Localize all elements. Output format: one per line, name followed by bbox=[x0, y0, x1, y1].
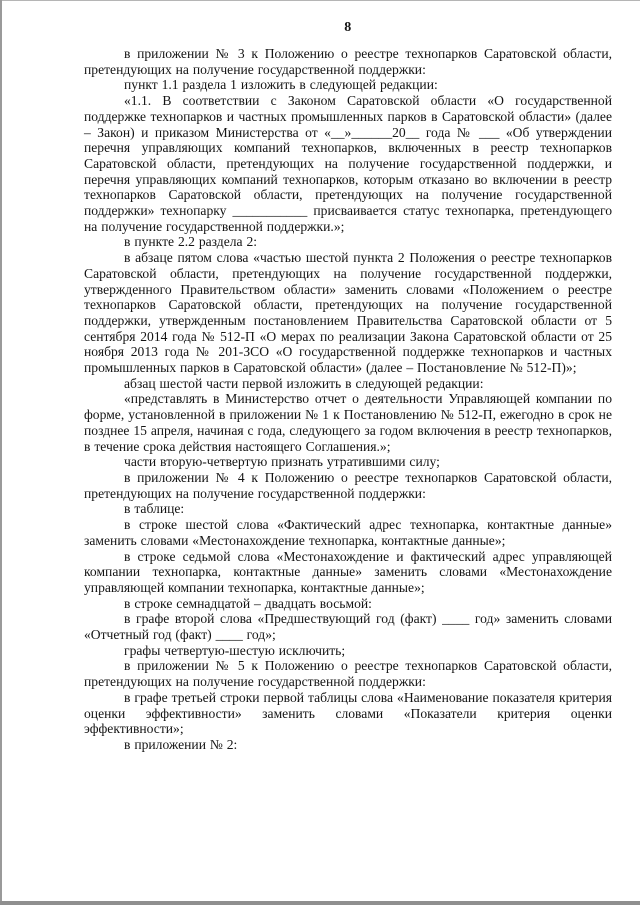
paragraph: части вторую-четвертую признать утратившими силу; bbox=[124, 454, 440, 470]
paragraph: в абзаце пятом слова «частью шестой пункта 2 Положения о реестре технопарков Саратовской области, претендующих на получение государственной поддержки, утвержденного Правительством области» заменить словами «Положением о реестре технопарков Саратовской области, претендующих на получение государственной поддержки, утвержденным постановлением Правительства Саратовской области от 5 сентября 2014 года № 512-П «О мерах по реализации Закона Саратовской области от 25 ноября 2013 года № 201-ЗСО «О государственной поддержке технопарков и частных промышленных парков в Саратовской области» (далее – Постановление № 512-П)»; bbox=[84, 250, 612, 376]
page-number: 8 bbox=[344, 20, 352, 35]
paragraph: в пункте 2.2 раздела 2: bbox=[124, 234, 258, 250]
paragraph: в приложении № 4 к Положению о реестре технопарков Саратовской области, претендующих на получение государственной поддержки: bbox=[84, 469, 612, 501]
page-top-border bbox=[0, 0, 640, 1]
paragraph: «представлять в Министерство отчет о деятельности Управляющей компании по форме, установленной в приложении № 1 к Постановлению № 512-П, ежегодно в срок не позднее 15 апреля, начиная с года, следующего за годом включения в реестр технопарков, в течение срока действия настоящего Соглашения.»; bbox=[84, 391, 612, 454]
document-body bbox=[84, 46, 612, 753]
paragraph: «1.1. В соответствии с Законом Саратовской области «О государственной поддержке технопарков и частных промышленных парков в Саратовской области» (далее – Закон) и приказом Министерства от «__»______20__ года № ___ «Об утверждении перечня управляющих компаний технопарков, включенных в реестр технопарков Саратовской области, претендующих на получение государственной поддержки, и перечня управляющих компаний технопарков, которым отказано во включении в реестр технопарков Саратовской области, претендующих на получение государственной поддержки» технопарку ___________ присваивается статус технопарка, претендующего на получение государственной поддержки.»; bbox=[84, 93, 612, 234]
paragraph: в строке семнадцатой – двадцать восьмой: bbox=[124, 595, 372, 611]
paragraph: в строке шестой слова «Фактический адрес технопарка, контактные данные» заменить словами «Местонахождение технопарка, контактные данные»; bbox=[84, 517, 612, 548]
paragraph: в приложении № 3 к Положению о реестре технопарков Саратовской области, претендующих на получение государственной поддержки: bbox=[84, 46, 612, 77]
page-left-border bbox=[0, 0, 2, 905]
paragraph: в графе третьей строки первой таблицы слова «Наименование показателя критерия оценки эффективности» заменить словами «Показатели критерия оценки эффективности»; bbox=[84, 689, 612, 737]
paragraph: абзац шестой части первой изложить в следующей редакции: bbox=[124, 375, 484, 391]
paragraph: в таблице: bbox=[124, 501, 185, 517]
paragraph: в приложении № 2: bbox=[124, 736, 238, 752]
paragraph: в строке седьмой слова «Местонахождение и фактический адрес управляющей компании технопарка, контактные данные» заменить словами «Местонахождение управляющей компании технопарка, контактные данные»; bbox=[84, 548, 612, 595]
paragraph: в графе второй слова «Предшествующий год (факт) ____ год» заменить словами «Отчетный год (факт) ____ год»; bbox=[84, 611, 612, 643]
paragraph: пункт 1.1 раздела 1 изложить в следующей редакции: bbox=[124, 77, 438, 93]
paragraph: графы четвертую-шестую исключить; bbox=[124, 642, 346, 658]
page-bottom-border bbox=[0, 901, 640, 905]
paragraph: в приложении № 5 к Положению о реестре технопарков Саратовской области, претендующих на получение государственной поддержки: bbox=[84, 658, 612, 690]
